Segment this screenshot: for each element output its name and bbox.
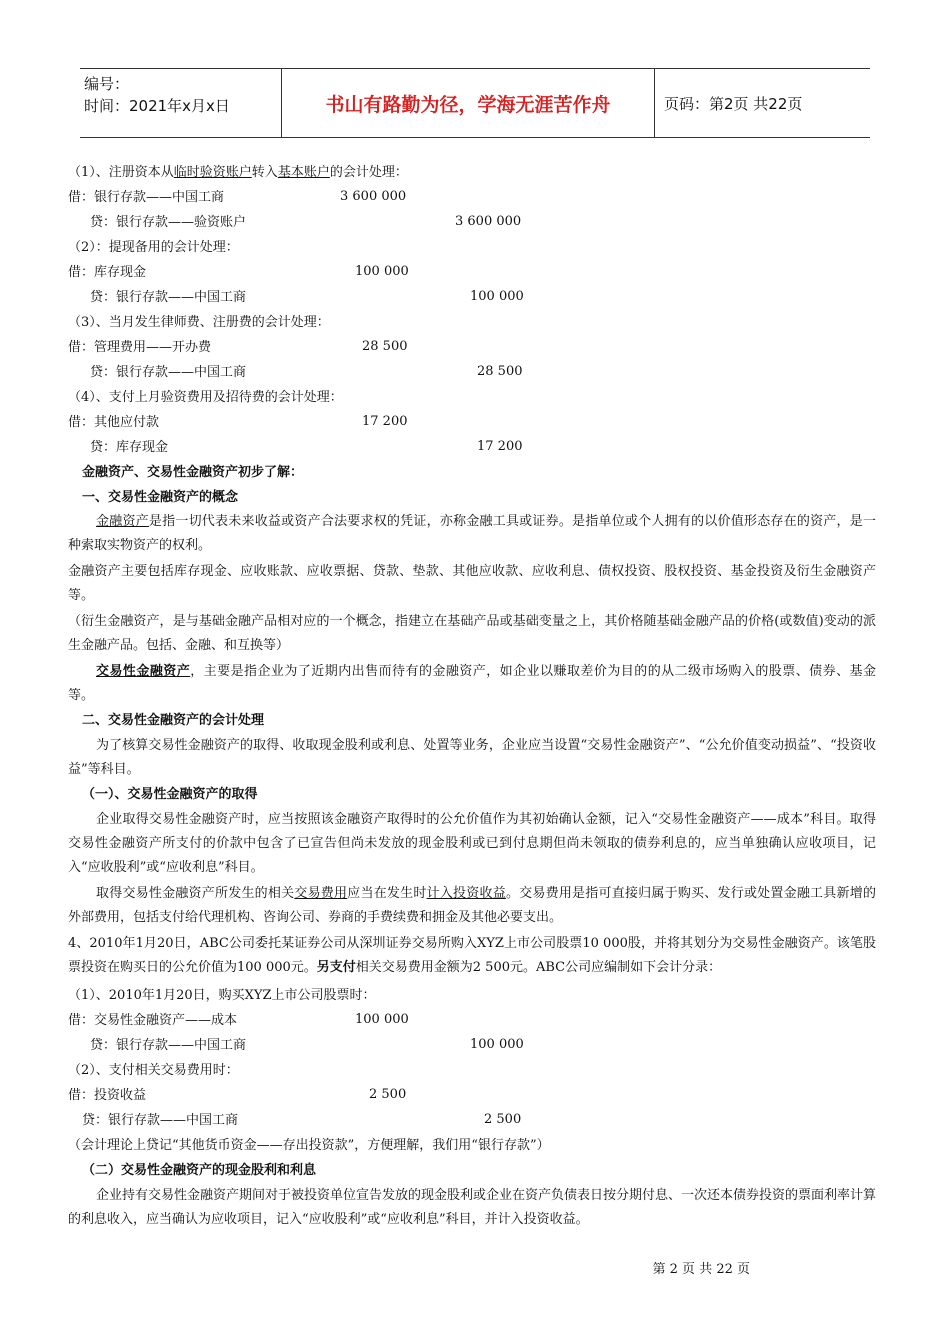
entry-amount: 100 000 [355,264,409,279]
entry-debit: 借：银行存款——中国工商 [68,190,225,205]
paragraph: 交易性金融资产，主要是指企业为了近期内出售而待有的金融资产，如企业以赚取差价为目的的从二级市场购入的股票、债券、基金等。 [68,664,876,703]
entry-heading-4: （4）、支付上月验资费用及招待费的会计处理： [68,390,343,405]
entry-amount: 100 000 [470,1037,524,1052]
paragraph: 企业持有交易性金融资产期间对于被投资单位宣告发放的现金股利或企业在资产负债表日按分期付息、一次还本债券投资的票面利率计算的利息收入，应当确认为应收项目，记入“应收股利”或“应收利息”科目，并计入投资收益。 [68,1188,877,1227]
header-page-number: 页码：第2页 共22页 [664,94,803,113]
entry-amount: 2 500 [484,1112,522,1127]
section-heading: 二、交易性金融资产的会计处理 [82,713,265,728]
paragraph: 金融资产是指一切代表未来收益或资产合法要求权的凭证，亦称金融工具或证券。是指单位或个人拥有的以价值形态存在的资产，是一种索取实物资产的权利。 [68,514,876,553]
entry-debit: 借：其他应付款 [68,415,160,430]
entry-credit: 贷：银行存款——验资账户 [90,215,247,230]
entry-amount: 2 500 [369,1087,407,1102]
header-meta [80,69,280,137]
entry-credit: 贷：银行存款——中国工商 [90,290,247,305]
entry-amount: 3 600 000 [340,189,407,204]
entry-amount: 28 500 [362,339,408,354]
note-line: （会计理论上贷记“其他货币资金——存出投资款”，方便理解，我们用“银行存款”） [68,1138,550,1153]
entry-amount: 100 000 [355,1012,409,1027]
entry-heading-5: （1）、2010年1月20日，购买XYZ上市公司股票时： [68,988,376,1003]
paragraph: 金融资产主要包括库存现金、应收账款、应收票据、贷款、垫款、其他应收款、应收利息、债权投资、股权投资、基金投资及衍生金融资产等。 [68,564,876,603]
entry-heading-1: （1）、注册资本从临时验资账户转入基本账户的会计处理： [68,165,408,180]
entry-amount: 100 000 [470,289,524,304]
section-heading: 金融资产、交易性金融资产初步了解： [82,465,304,480]
subsection-heading: （二）交易性金融资产的现金股利和利息 [82,1163,317,1178]
paragraph: 为了核算交易性金融资产的取得、收取现金股利或利息、处置等业务，企业应当设置“交易性金融资产”、“公允价值变动损益”、“投资收益”等科目。 [68,738,876,777]
entry-debit: 借：投资收益 [68,1088,147,1103]
entry-debit: 借：交易性金融资产——成本 [68,1013,238,1028]
doc-date-label: 时间：2021年x月x日 [84,97,230,115]
doc-number-label: 编号： [84,75,130,93]
entry-heading-6: （2）、支付相关交易费用时： [68,1063,239,1078]
paragraph: （衍生金融资产，是与基础金融产品相对应的一个概念，指建立在基础产品或基础变量之上，其价格随基础金融产品的价格(或数值)变动的派生金融产品。包括、金融、和互换等） [68,614,876,653]
entry-debit: 借：库存现金 [68,265,147,280]
page-footer: 第 2 页 共 22 页 [652,1262,750,1277]
entry-heading-3: （3）、当月发生律师费、注册费的会计处理： [68,315,330,330]
entry-amount: 17 200 [362,414,408,429]
entry-amount: 3 600 000 [455,214,522,229]
entry-amount: 28 500 [477,364,523,379]
paragraph: 4、2010年1月20日，ABC公司委托某证券公司从深圳证券交易所购入XYZ上市公司股票10 000股，并将其划分为交易性金融资产。该笔股票投资在购买日的公允价值为100 000元。另支付相关交易费用金额为2 500元。ABC公司应编制如下会计分录： [68,936,876,975]
paragraph: 取得交易性金融资产所发生的相关交易费用应当在发生时计入投资收益。交易费用是指可直接归属于购买、发行或处置金融工具新增的外部费用，包括支付给代理机构、咨询公司、券商的手费续费和拥金及其他必要支出。 [68,886,876,925]
entry-credit: 贷：银行存款——中国工商 [90,365,247,380]
section-heading: 一、交易性金融资产的概念 [82,490,239,505]
page-header [80,68,870,138]
entry-amount: 17 200 [477,439,523,454]
paragraph: 企业取得交易性金融资产时，应当按照该金融资产取得时的公允价值作为其初始确认金额，记入“交易性金融资产——成本”科目。取得交易性金融资产所支付的价款中包含了已宣告但尚未发放的现金股利或已到付息期但尚未领取的债券利息的，应当单独确认应收项目，记入“应收股利”或“应收利息”科目。 [68,812,876,875]
header-motto: 书山有路勤为径，学海无涯苦作舟 [281,69,655,137]
entry-credit: 贷：库存现金 [90,440,169,455]
entry-debit: 借：管理费用——开办费 [68,340,212,355]
entry-credit: 贷：银行存款——中国工商 [82,1113,239,1128]
entry-heading-2: （2）：提现备用的会计处理： [68,240,239,255]
subsection-heading: （一）、交易性金融资产的取得 [82,787,258,802]
entry-credit: 贷：银行存款——中国工商 [90,1038,247,1053]
